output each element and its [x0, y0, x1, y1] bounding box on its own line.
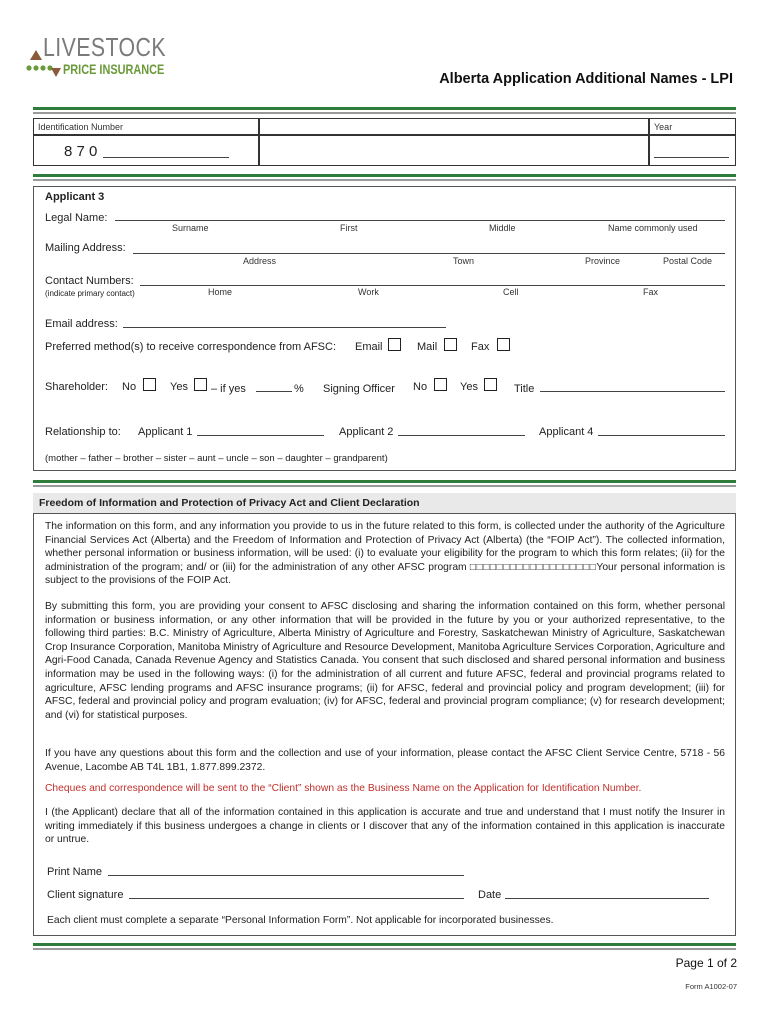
app4-label: Applicant 4 [539, 426, 594, 438]
shareholder-yes-label: Yes [170, 381, 188, 393]
form-number: Form A1002-07 [685, 982, 737, 991]
name-commonly-label: Name commonly used [608, 223, 698, 233]
foip-paragraph-2: By submitting this form, you are providing your consent to AFSC disclosing and sharing the information contained on this form, whether personal information or business information, or any other information that will be provided in the future by you or your authorized representative, to the following third parties: B.C. Ministry of Agriculture, Alberta Ministry of Agriculture and Forestry, Saskatchewan Ministry of Agriculture, Saskatchewan Crop Insurance Corporation, Manitoba Ministry of Agriculture and Resource Development, Manitoba Agriculture Services Corporation, Agriculture and Agri-Food Canada, Canada Revenue Agency and Statistics Canada. You consent that such disclosed and shared personal information and business information may be used in the following ways: (i) for the administration of all current and future AFSC, federal and provincial programs related to agriculture, AFSC lending programs and AFSC insurance programs; (ii) for AFSC, federal and provincial policy and program development; (iii) for AFSC, federal and provincial policy and program evaluation; (iv) for AFSC, federal and provincial program compliance; (v) for research development; and (vi) for statistical purposes. [45, 601, 725, 721]
town-label: Town [453, 256, 475, 266]
mailing-input[interactable] [133, 253, 725, 254]
divider [33, 174, 736, 177]
shareholder-yes-checkbox[interactable] [194, 378, 207, 391]
foip-paragraph-3: If you have any questions about this form and the collection and use of your information, please contact the AFSC Client Service Centre, 5718 - 56 Avenue, Lacombe AB T4L 1B1, 1.877.899.2372. [45, 748, 725, 773]
divider [33, 134, 736, 136]
signature-label: Client signature [47, 889, 124, 901]
title-label: Title [514, 383, 535, 395]
first-label: First [340, 223, 358, 233]
app2-input[interactable] [398, 435, 525, 436]
logo-line1: LIVESTOCK [43, 32, 166, 62]
id-label: Identification Number [38, 122, 124, 132]
email-input[interactable] [123, 327, 446, 328]
divider [33, 107, 736, 110]
pref-email-checkbox[interactable] [388, 338, 401, 351]
percent-label: % [294, 383, 304, 395]
app1-label: Applicant 1 [138, 426, 193, 438]
pref-mail-label: Mail [417, 341, 438, 353]
province-label: Province [585, 256, 621, 266]
signing-yes-checkbox[interactable] [484, 378, 497, 391]
foip-paragraph-4: Cheques and correspondence will be sent to the “Client” shown as the Business Name on the Application for Identification Number. [45, 783, 642, 794]
contact-input[interactable] [140, 285, 725, 286]
relationship-label: Relationship to: [45, 426, 121, 438]
middle-label: Middle [489, 223, 516, 233]
foip-note: Each client must complete a separate “Personal Information Form”. Not applicable for incorporated businesses. [47, 915, 554, 926]
page-number: Page 1 of 2 [675, 956, 737, 970]
shareholder-no-label: No [122, 381, 137, 393]
year-label: Year [654, 122, 673, 132]
address-label: Address [243, 256, 277, 266]
id-prefix: 8 7 0 [64, 143, 98, 160]
if-yes-label: – if yes [211, 383, 246, 395]
app4-input[interactable] [598, 435, 725, 436]
page-title: Alberta Application Additional Names - LPI [439, 71, 733, 87]
contact-label: Contact Numbers: [45, 275, 134, 287]
id-number-input[interactable] [103, 157, 229, 158]
signing-no-checkbox[interactable] [434, 378, 447, 391]
pref-fax-checkbox[interactable] [497, 338, 510, 351]
pref-mail-checkbox[interactable] [444, 338, 457, 351]
logo [26, 30, 166, 85]
foip-paragraph-1: The information on this form, and any information you provide to us in the future related to this form, is collected under the authority of the Agriculture Financial Services Act (Alberta) and the Freedom of Information and Protection of Privacy Act (Alberta) (the “FOIP Act”). The collected information, whether personal information or business information, will be used: (i) to evaluate your eligibility for the program to which this form relates; (ii) for the administration of the program; and/ or (iii) for the administration of any other AFSC program □□□□□□□□□□□□□□□□□□□Your personal information is subject to the provisions of the FOIP Act. [45, 521, 725, 587]
divider [33, 948, 736, 950]
divider [33, 179, 736, 181]
divider [258, 118, 260, 166]
home-label: Home [208, 287, 233, 297]
divider [648, 118, 650, 166]
app1-input[interactable] [197, 435, 324, 436]
fax-label: Fax [643, 287, 659, 297]
signing-yes-label: Yes [460, 381, 478, 393]
year-input[interactable] [654, 157, 729, 158]
relationship-note: (mother – father – brother – sister – aunt – uncle – son – daughter – grandparent) [45, 453, 388, 464]
preferred-label: Preferred method(s) to receive correspondence from AFSC: [45, 341, 337, 353]
print-name-input[interactable] [108, 875, 464, 876]
postal-label: Postal Code [663, 256, 713, 266]
pref-fax-label: Fax [471, 341, 490, 353]
signing-no-label: No [413, 381, 428, 393]
legal-name-input[interactable] [115, 220, 725, 221]
divider [33, 485, 736, 487]
logo-line2: PRICE INSURANCE [63, 61, 165, 77]
print-name-label: Print Name [47, 866, 103, 878]
surname-label: Surname [172, 223, 209, 233]
app2-label: Applicant 2 [339, 426, 394, 438]
shareholder-label: Shareholder: [45, 381, 108, 393]
contact-note: (indicate primary contact) [45, 289, 135, 298]
cell-label: Cell [503, 287, 519, 297]
divider [33, 943, 736, 946]
foip-heading: Freedom of Information and Protection of Privacy Act and Client Declaration [39, 497, 420, 509]
date-input[interactable] [505, 898, 709, 899]
id-table [33, 118, 736, 166]
date-label: Date [478, 889, 502, 901]
shareholder-no-checkbox[interactable] [143, 378, 156, 391]
title-input[interactable] [540, 391, 725, 392]
legal-name-label: Legal Name: [45, 212, 108, 224]
signature-input[interactable] [129, 898, 464, 899]
pref-email-label: Email [355, 341, 383, 353]
mailing-label: Mailing Address: [45, 242, 126, 254]
email-label: Email address: [45, 318, 118, 330]
percent-input[interactable] [256, 391, 292, 392]
applicant-heading: Applicant 3 [45, 191, 105, 203]
divider [33, 480, 736, 483]
work-label: Work [358, 287, 379, 297]
foip-paragraph-5: I (the Applicant) declare that all of the information contained in this application is accurate and true and understand that I must notify the Insurer in writing immediately if this business undergoes a change in clients or I discover that any of the information contained in this application is inaccurate or untrue. [45, 807, 725, 846]
signing-officer-label: Signing Officer [323, 383, 395, 395]
divider [33, 112, 736, 114]
